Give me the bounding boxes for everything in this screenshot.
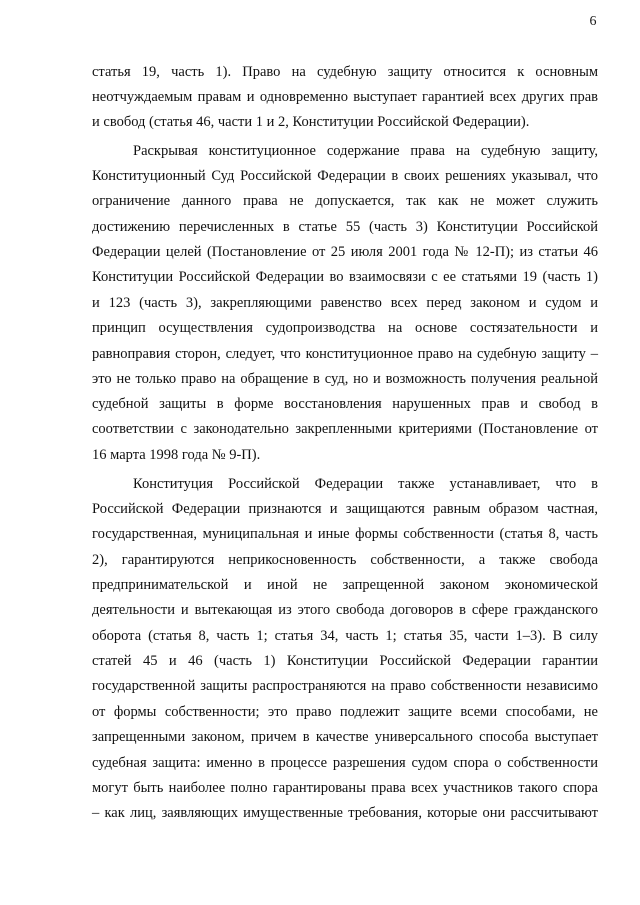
text-line: и свобод (статья 46, части 1 и 2, Конституции Российской Федерации).: [92, 114, 530, 130]
text-line: статей 45 и 46 (часть 1) Конституции Российской Федерации гарантии: [92, 653, 598, 669]
text-line: – как лиц, заявляющих имущественные требования, которые они рассчитывают: [92, 805, 598, 821]
text-line: Российской Федерации признаются и защищаются равным образом частная,: [92, 501, 598, 517]
text-line: предпринимательской и иной не запрещенной законом экономической: [92, 577, 598, 593]
text-line: судебной защиты в форме восстановления нарушенных прав и свобод в: [92, 396, 598, 412]
text-line: это не только право на обращение в суд, но и возможность получения реальной: [92, 371, 598, 387]
text-line: 2), гарантируются неприкосновенность собственности, а также свобода: [92, 552, 598, 568]
text-line: государственной защиты распространяются на право собственности независимо: [92, 678, 598, 694]
text-line: Конституции Российской Федерации во взаимосвязи с ее статьями 19 (часть 1): [92, 269, 598, 285]
text-line: Конституция Российской Федерации также устанавливает, что в: [133, 476, 598, 492]
text-line: достижению перечисленных в статье 55 (часть 3) Конституции Российской: [92, 219, 598, 235]
text-line: Раскрывая конституционное содержание права на судебную защиту,: [133, 143, 598, 159]
text-line: и 123 (часть 3), закрепляющими равенство всех перед законом и судом и: [92, 295, 598, 311]
text-line: деятельности и вытекающая из этого свобода договоров в сфере гражданского: [92, 602, 598, 618]
text-line: от формы собственности; это право подлежит защите всеми способами, не: [92, 704, 598, 720]
text-line: оборота (статья 8, часть 1; статья 34, часть 1; статья 35, части 1–3). В силу: [92, 628, 598, 644]
text-line: Конституционный Суд Российской Федерации в своих решениях указывал, что: [92, 168, 598, 184]
text-line: ограничение данного права не допускается, так как не может служить: [92, 193, 598, 209]
text-line: государственная, муниципальная и иные формы собственности (статья 8, часть: [92, 526, 598, 542]
text-line: судебная защита: именно в процессе разрешения судом спора о собственности: [92, 755, 598, 771]
text-line: запрещенными законом, причем в качестве универсального способа выступает: [92, 729, 598, 745]
text-line: могут быть наиболее полно гарантированы права всех участников такого спора: [92, 780, 598, 796]
text-line: 16 марта 1998 года № 9-П).: [92, 447, 261, 463]
text-line: неотчуждаемым правам и одновременно выступает гарантией всех других прав: [92, 89, 598, 105]
text-line: Федерации целей (Постановление от 25 июля 2001 года № 12-П); из статьи 46: [92, 244, 598, 260]
text-line: равноправия сторон, следует, что конституционное право на судебную защиту –: [92, 346, 598, 362]
page-number: 6: [589, 14, 597, 29]
text-line: соответствии с законодательно закрепленными критериями (Постановление от: [92, 421, 598, 437]
text-line: статья 19, часть 1). Право на судебную защиту относится к основным: [92, 64, 598, 80]
text-line: принцип осуществления судопроизводства на основе состязательности и: [92, 320, 598, 336]
